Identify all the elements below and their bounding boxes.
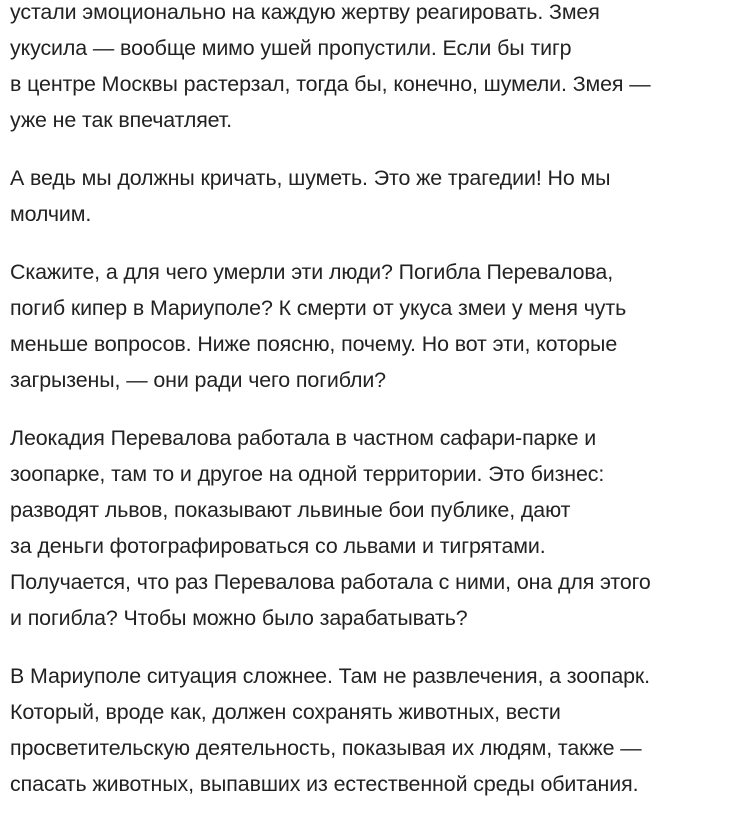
text-line: зоопарке, там то и другое на одной территории. Это бизнес: [10, 462, 605, 486]
text-line: в центре Москвы растерзал, тогда бы, конечно, шумели. Змея — [10, 72, 651, 96]
text-line: А ведь мы должны кричать, шуметь. Это же трагедии! Но мы [10, 166, 611, 190]
text-line: устали эмоционально на каждую жертву реагировать. Змея [10, 0, 600, 24]
paragraph [10, 254, 745, 398]
text-line: молчим. [10, 202, 92, 226]
text-line: укусила — вообще мимо ушей пропустили. Если бы тигр [10, 36, 572, 60]
text-line: Получается, что раз Перевалова работала с ними, она для этого [10, 570, 651, 594]
text-line: разводят львов, показывают львиные бои публике, дают [10, 498, 571, 522]
text-line: меньше вопросов. Ниже поясню, почему. Но вот эти, которые [10, 332, 618, 356]
text-line: погиб кипер в Мариуполе? К смерти от укуса змеи у меня чуть [10, 296, 627, 320]
text-line: спасать животных, выпавших из естественной среды обитания. [10, 772, 639, 796]
text-line: за деньги фотографироваться со львами и тигрятами. [10, 534, 546, 558]
article-body [10, 0, 745, 824]
text-line: Который, вроде как, должен сохранять животных, вести [10, 700, 561, 724]
text-line: просветительскую деятельность, показывая их людям, также — [10, 736, 642, 760]
text-line: загрызены, — они ради чего погибли? [10, 368, 386, 392]
text-line: Скажите, а для чего умерли эти люди? Погибла Перевалова, [10, 260, 614, 284]
text-line: и погибла? Чтобы можно было зарабатывать? [10, 606, 468, 630]
text-line: В Мариуполе ситуация сложнее. Там не развлечения, а зоопарк. [10, 664, 651, 688]
paragraph [10, 160, 745, 232]
paragraph [10, 0, 745, 138]
text-line: уже не так впечатляет. [10, 108, 232, 132]
text-line: Леокадия Перевалова работала в частном сафари-парке и [10, 426, 597, 450]
paragraph [10, 658, 745, 802]
paragraph [10, 420, 745, 636]
